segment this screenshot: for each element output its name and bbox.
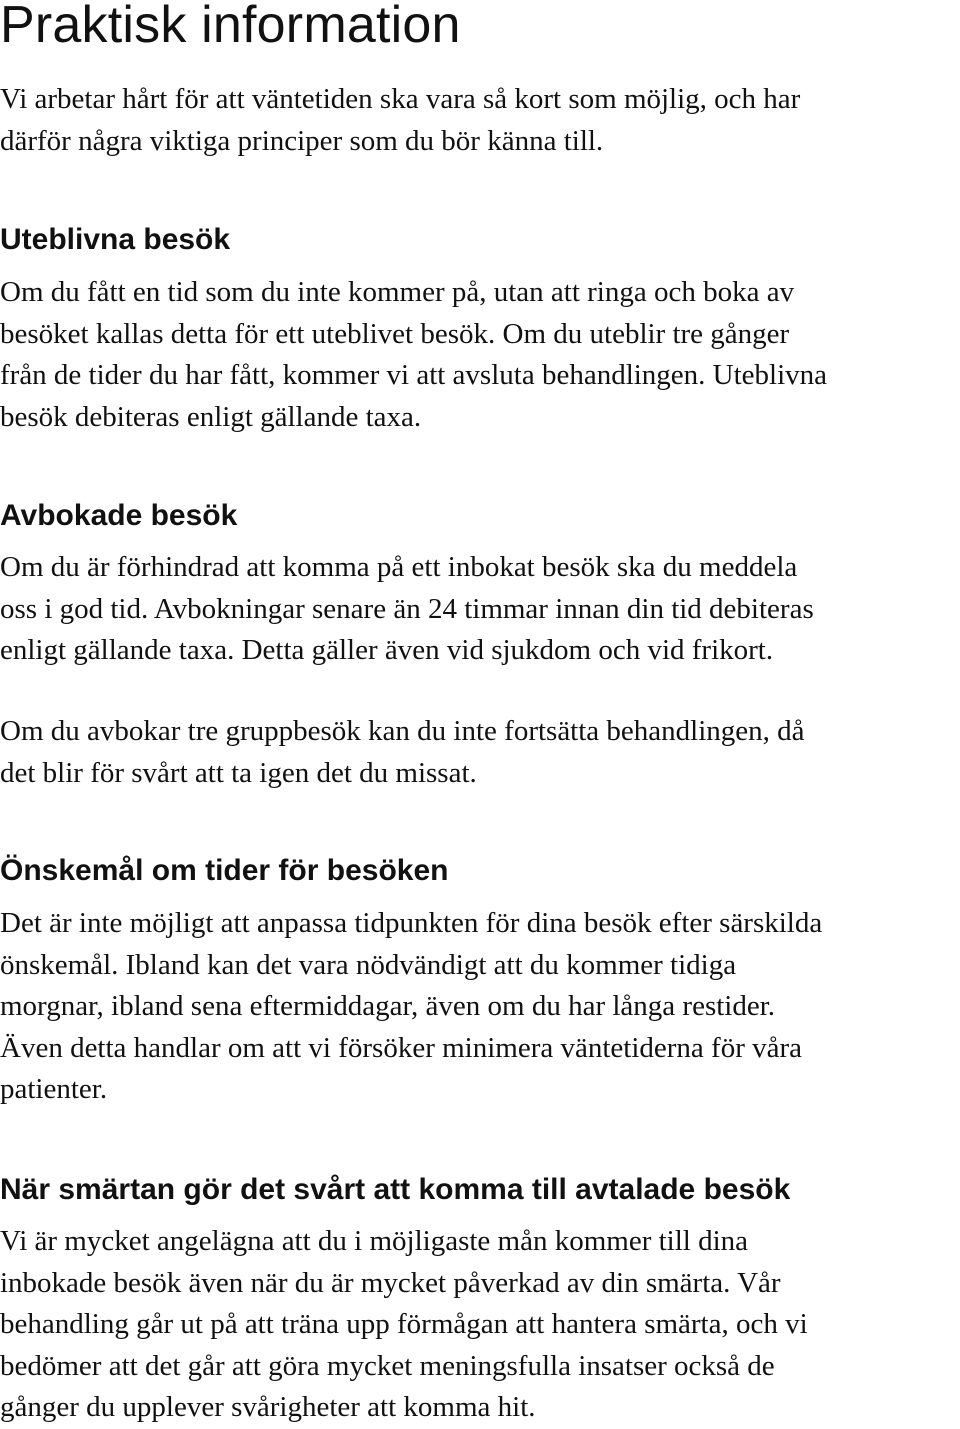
text-line: därför några viktiga principer som du bör känna till. <box>0 124 604 157</box>
section-paragraph-smartan <box>0 1221 960 1429</box>
text-line: önskemål. Ibland kan det vara nödvändigt att du kommer tidiga <box>0 948 737 981</box>
section-heading-onskemal: Önskemål om tider för besöken <box>0 854 449 887</box>
page-title: Praktisk information <box>0 0 461 54</box>
text-line: morgnar, ibland sena eftermiddagar, även om du har långa restider. <box>0 990 776 1022</box>
text-line: patienter. <box>0 1073 108 1105</box>
section-paragraph-avbokade-1 <box>0 547 960 672</box>
text-line: besöket kallas detta för ett uteblivet besök. Om du uteblir tre gånger <box>0 317 790 350</box>
section-paragraph-uteblivna <box>0 272 960 438</box>
text-line: besök debiteras enligt gällande taxa. <box>0 400 422 433</box>
text-line: Om du avbokar tre gruppbesök kan du inte fortsätta behandlingen, då <box>0 715 805 747</box>
text-line: oss i god tid. Avbokningar senare än 24 timmar innan din tid debiteras <box>0 592 814 625</box>
text-line: bedömer att det går att göra mycket meningsfulla insatser också de <box>0 1349 775 1382</box>
text-line: Vi är mycket angelägna att du i möjligaste mån kommer till dina <box>0 1225 749 1257</box>
section-paragraph-avbokade-2 <box>0 711 960 794</box>
section-heading-uteblivna: Uteblivna besök <box>0 223 231 256</box>
text-line: inbokade besök även när du är mycket påverkad av din smärta. Vår <box>0 1266 781 1299</box>
text-line: Vi arbetar hårt för att väntetiden ska vara så kort som möjlig, och har <box>0 83 801 115</box>
text-line: Även detta handlar om att vi försöker minimera väntetiderna för våra <box>0 1031 803 1064</box>
section-heading-avbokade: Avbokade besök <box>0 499 238 532</box>
text-line: behandling går ut på att träna upp förmågan att hantera smärta, och vi <box>0 1308 808 1340</box>
section-heading-smartan: När smärtan gör det svårt att komma till avtalade besök <box>0 1173 791 1206</box>
text-line: från de tider du har fått, kommer vi att avsluta behandlingen. Uteblivna <box>0 359 828 391</box>
intro-paragraph <box>0 79 960 162</box>
text-line: enligt gällande taxa. Detta gäller även vid sjukdom och vid frikort. <box>0 634 774 666</box>
text-line: Om du fått en tid som du inte kommer på, utan att ringa och boka av <box>0 276 795 308</box>
text-line: det blir för svårt att ta igen det du missat. <box>0 756 477 789</box>
text-line: Om du är förhindrad att komma på ett inbokat besök ska du meddela <box>0 551 798 583</box>
text-line: Det är inte möjligt att anpassa tidpunkten för dina besök efter särskilda <box>0 907 823 939</box>
text-line: gånger du upplever svårigheter att komma hit. <box>0 1391 536 1423</box>
section-paragraph-onskemal <box>0 903 960 1111</box>
